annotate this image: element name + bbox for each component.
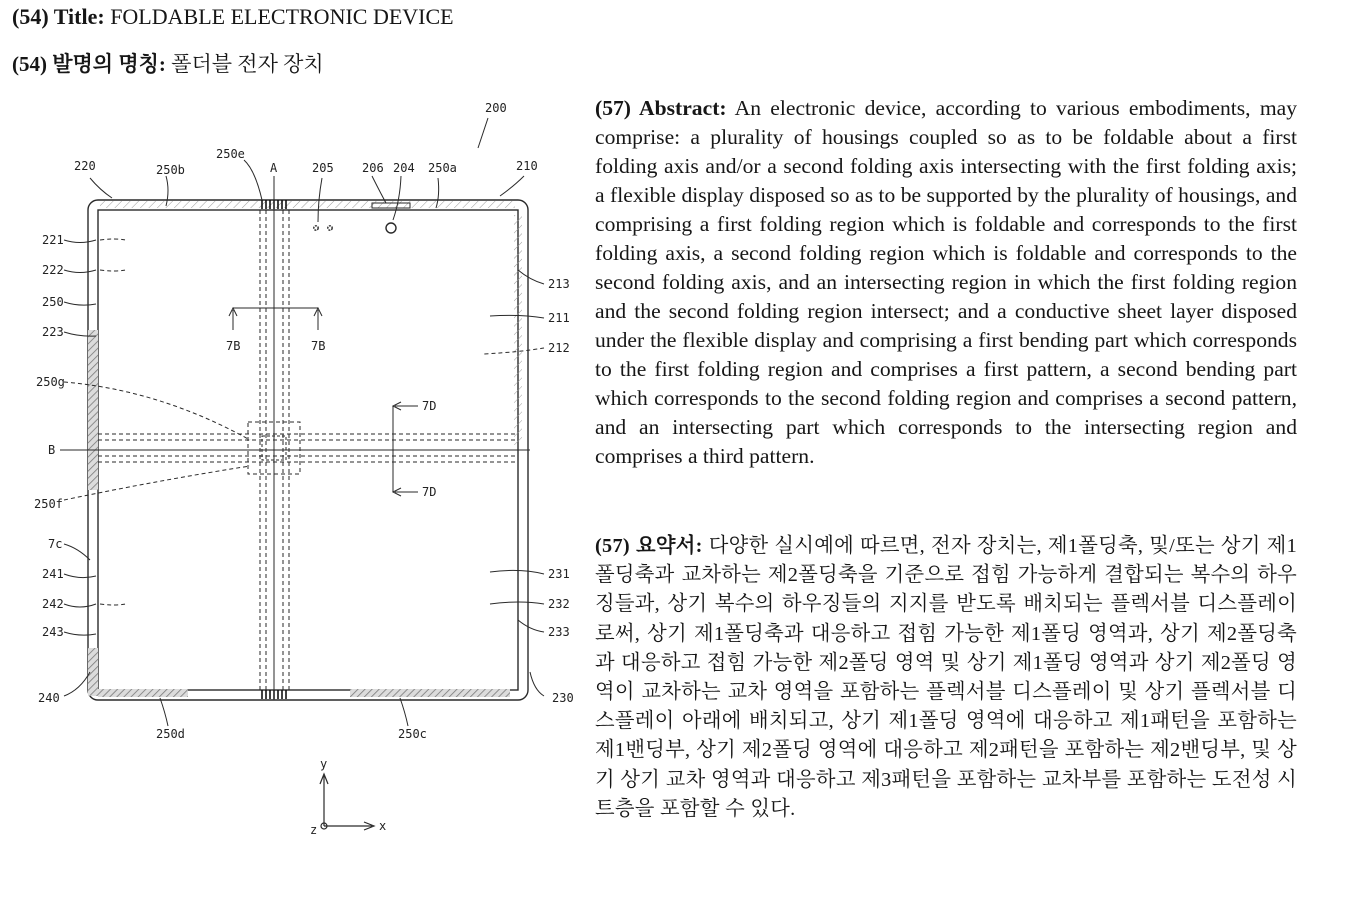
fig-label-axis-a: A [270,161,278,175]
abstract-en-text: An electronic device, according to various embodiments, may comprise: a plurality of housings coupled so as to be foldable about a first folding axis and/or a second folding axis intersecting with the first folding axis; a flexible display disposed so as to be supported by the plurality of housings, and comprising a first folding region which is foldable and corresponds to the first folding axis, a second folding region which is foldable and corresponds to the second folding axis, and an intersecting region in which the first folding region and the second folding region intersect; and a conductive sheet layer disposed under the flexible display and comprising a first bending part which corresponds to the first folding region and comprises a first pattern, a second bending part which corresponds to the second folding region and comprises a second pattern, and an intersecting part which corresponds to the intersecting region and comprises a third pattern. [595,96,1298,468]
fig-label-220: 220 [74,159,96,173]
fig-label-7c: 7c [48,537,63,551]
fig-label-250a: 250a [428,161,457,175]
fig-label-250g: 250g [36,375,65,389]
fig-label-axis-b: B [48,443,56,457]
fig-label-7d-top: 7D [422,399,437,413]
fig-label-200: 200 [485,101,507,115]
title-en-label: (54) Title: [12,4,105,29]
fig-label-7d-bottom: 7D [422,485,437,499]
fig-label-x: x [379,819,387,833]
fig-label-241: 241 [42,567,64,581]
fig-label-250b: 250b [156,163,185,177]
fig-label-223: 223 [42,325,64,339]
section-7b-right [314,308,322,330]
fig-label-7b-left: 7B [226,339,241,353]
fig-label-y: y [320,757,328,771]
fig-label-233: 233 [548,625,570,639]
section-7b-left [229,308,237,330]
fig-label-230: 230 [552,691,574,705]
fig-label-250e: 250e [216,147,245,161]
fig-label-204: 204 [393,161,415,175]
fig-label-250c: 250c [398,727,427,741]
fig-label-240: 240 [38,691,60,705]
title-en-line [12,4,454,30]
title-ko-line [12,48,324,78]
camera-hole [386,223,396,233]
sheet-strip-top [100,201,515,208]
section-7d-bottom-arrow [393,488,418,496]
fig-label-210: 210 [516,159,538,173]
hinge-region-left [88,330,98,490]
abstract-en-label: (57) Abstract: [595,96,727,120]
fig-label-243: 243 [42,625,64,639]
horizontal-folding-band [98,434,518,462]
fig-label-250d: 250d [156,727,185,741]
title-ko-label: (54) 발명의 명칭: [12,52,166,76]
fig-label-212: 212 [548,341,570,355]
section-7d-top-arrow [393,402,418,410]
leader-lines [62,118,544,726]
fig-label-7b-right: 7B [311,339,326,353]
title-en-value: FOLDABLE ELECTRONIC DEVICE [110,4,454,29]
abstract-korean [595,532,1297,824]
sensor-hole-1 [314,226,318,230]
fig-label-221: 221 [42,233,64,247]
fig-label-232: 232 [548,597,570,611]
fig-label-z: z [310,823,318,837]
coordinate-axes [320,774,374,830]
fig-label-206: 206 [362,161,384,175]
sheet-strip-right [514,215,522,445]
fig-label-242: 242 [42,597,64,611]
fig-label-211: 211 [548,311,570,325]
fig-label-222: 222 [42,263,64,277]
abstract-english [595,94,1297,471]
abstract-ko-label: (57) 요약서: [595,535,703,557]
fig-label-231: 231 [548,567,570,581]
title-ko-value: 폴더블 전자 장치 [171,52,324,76]
fig-label-205: 205 [312,161,334,175]
sheet-strip-bottom-left [98,689,188,697]
patent-figure [30,92,590,852]
sensor-hole-2 [328,226,332,230]
abstract-ko-text: 다양한 실시예에 따르면, 전자 장치는, 제1폴딩축, 및/또는 상기 제1폴딩축과 교차하는 제2폴딩축을 기준으로 접힘 가능하게 결합되는 복수의 하우징들과, 상기 복수의 하우징들의 지지를 받도록 배치되는 플렉서블 디스플레이로써, 상기 제1폴딩축과 대응하고 접힘 가능한 제1폴딩 영역과, 상기 제2폴딩축과 대응하고 접힘 가능한 제2폴딩 영역 및 상기 제1폴딩 영역과 상기 제2폴딩 영역이 교차하는 교차 영역을 포함하는 플렉서블 디스플레이 및 상기 플렉서블 디스플레이 아래에 배치되고, 상기 제1폴딩 영역에 대응하고 제1패턴을 포함하는 제1밴딩부, 상기 제2폴딩 영역에 대응하고 제2패턴을 포함하는 제2밴딩부, 및 상기 상기 교차 영역과 대응하고 제3패턴을 포함하는 교차부를 포함하는 도전성 시트층을 포함할 수 있다. [595,535,1298,820]
fig-label-250f: 250f [34,497,63,511]
fig-label-213: 213 [548,277,570,291]
sheet-strip-bottom-right [350,689,510,697]
fig-label-250: 250 [42,295,64,309]
